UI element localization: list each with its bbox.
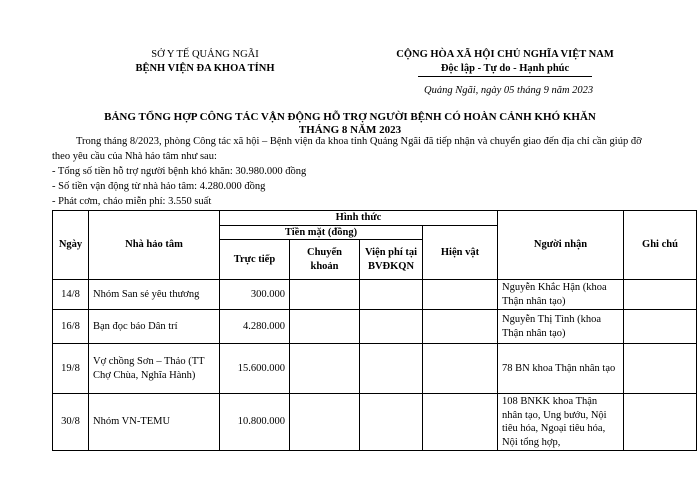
hospital-name: BỆNH VIỆN ĐA KHOA TỈNH <box>135 63 275 74</box>
col-inkind-header: Hiện vật <box>423 225 498 280</box>
row-donor: Bạn đọc báo Dân trí <box>89 310 220 344</box>
row-recipient: 78 BN khoa Thận nhân tạo <box>498 344 624 394</box>
col-note-header: Ghi chú <box>624 211 697 280</box>
row-hospital-fee <box>360 310 423 344</box>
table-row <box>53 280 697 310</box>
row-note <box>624 394 697 451</box>
row-direct: 300.000 <box>220 280 290 310</box>
report-title: BẢNG TỔNG HỢP CÔNG TÁC VẬN ĐỘNG HỖ TRỢ NGƯỜI BỆNH CÓ HOÀN CẢNH KHÓ KHĂN <box>104 111 596 123</box>
national-motto: Độc lập - Tự do - Hạnh phúc <box>440 63 570 74</box>
row-date: 30/8 <box>53 394 89 451</box>
support-table <box>52 210 697 451</box>
table-row <box>53 394 697 451</box>
national-title: CỘNG HÒA XÃ HỘI CHỦ NGHĨA VIỆT NAM <box>396 49 614 60</box>
row-recipient: Nguyễn Khắc Hận (khoa Thận nhân tạo) <box>498 280 624 310</box>
row-donor: Nhóm VN-TEMU <box>89 394 220 451</box>
row-recipient: 108 BNKK khoa Thận nhân tạo, Ung bướu, Nội tiêu hóa, Ngoại tiêu hóa, Nội tổng hợp, <box>498 394 624 451</box>
row-recipient: Nguyễn Thị Tình (khoa Thận nhân tạo) <box>498 310 624 344</box>
col-recipient-header: Người nhận <box>498 211 624 280</box>
row-inkind <box>423 280 498 310</box>
row-donor: Nhóm San sẻ yêu thương <box>89 280 220 310</box>
row-inkind <box>423 310 498 344</box>
motto-underline <box>418 76 592 77</box>
col-date-header: Ngày <box>53 211 89 280</box>
row-hospital-fee <box>360 344 423 394</box>
intro-paragraph: Trong tháng 8/2023, phòng Công tác xã hội – Bệnh viện đa khoa tỉnh Quảng Ngãi đã tiếp nhận và chuyển giao đến địa chỉ cần giúp đỡ theo yêu cầu của Nhà hảo tâm như sau: <box>52 136 642 162</box>
col-direct-header: Trực tiếp <box>220 240 290 280</box>
row-inkind <box>423 344 498 394</box>
col-cash-header: Tiền mặt (đồng) <box>220 225 423 240</box>
summary-donations: - Số tiền vận động từ nhà hảo tâm: 4.280.000 đồng <box>52 181 266 192</box>
table-row <box>53 344 697 394</box>
summary-total: - Tổng số tiền hỗ trợ người bệnh khó khăn: 30.980.000 đồng <box>52 166 307 177</box>
row-direct: 10.800.000 <box>220 394 290 451</box>
ministry-name: SỞ Y TẾ QUẢNG NGÃI <box>151 49 259 60</box>
date-line: Quảng Ngãi, ngày 05 tháng 9 năm 2023 <box>424 85 594 96</box>
row-direct: 4.280.000 <box>220 310 290 344</box>
row-transfer <box>290 344 360 394</box>
row-direct: 15.600.000 <box>220 344 290 394</box>
report-subtitle: THÁNG 8 NĂM 2023 <box>298 124 402 136</box>
col-transfer-header: Chuyển khoản <box>290 240 360 280</box>
row-hospital-fee <box>360 280 423 310</box>
header-row-1 <box>53 211 697 226</box>
col-form-header: Hình thức <box>220 211 498 226</box>
summary-meals: - Phát cơm, cháo miễn phí: 3.550 suất <box>52 196 212 207</box>
row-transfer <box>290 310 360 344</box>
row-note <box>624 280 697 310</box>
col-donor-header: Nhà hảo tâm <box>89 211 220 280</box>
row-hospital-fee <box>360 394 423 451</box>
row-donor: Vợ chồng Sơn – Thảo (TT Chợ Chùa, Nghĩa Hành) <box>89 344 220 394</box>
row-inkind <box>423 394 498 451</box>
row-note <box>624 344 697 394</box>
row-date: 19/8 <box>53 344 89 394</box>
row-transfer <box>290 280 360 310</box>
row-transfer <box>290 394 360 451</box>
table-row <box>53 310 697 344</box>
row-date: 16/8 <box>53 310 89 344</box>
col-hospital-fee-header: Viện phí tại BVĐKQN <box>360 240 423 280</box>
row-note <box>624 310 697 344</box>
row-date: 14/8 <box>53 280 89 310</box>
